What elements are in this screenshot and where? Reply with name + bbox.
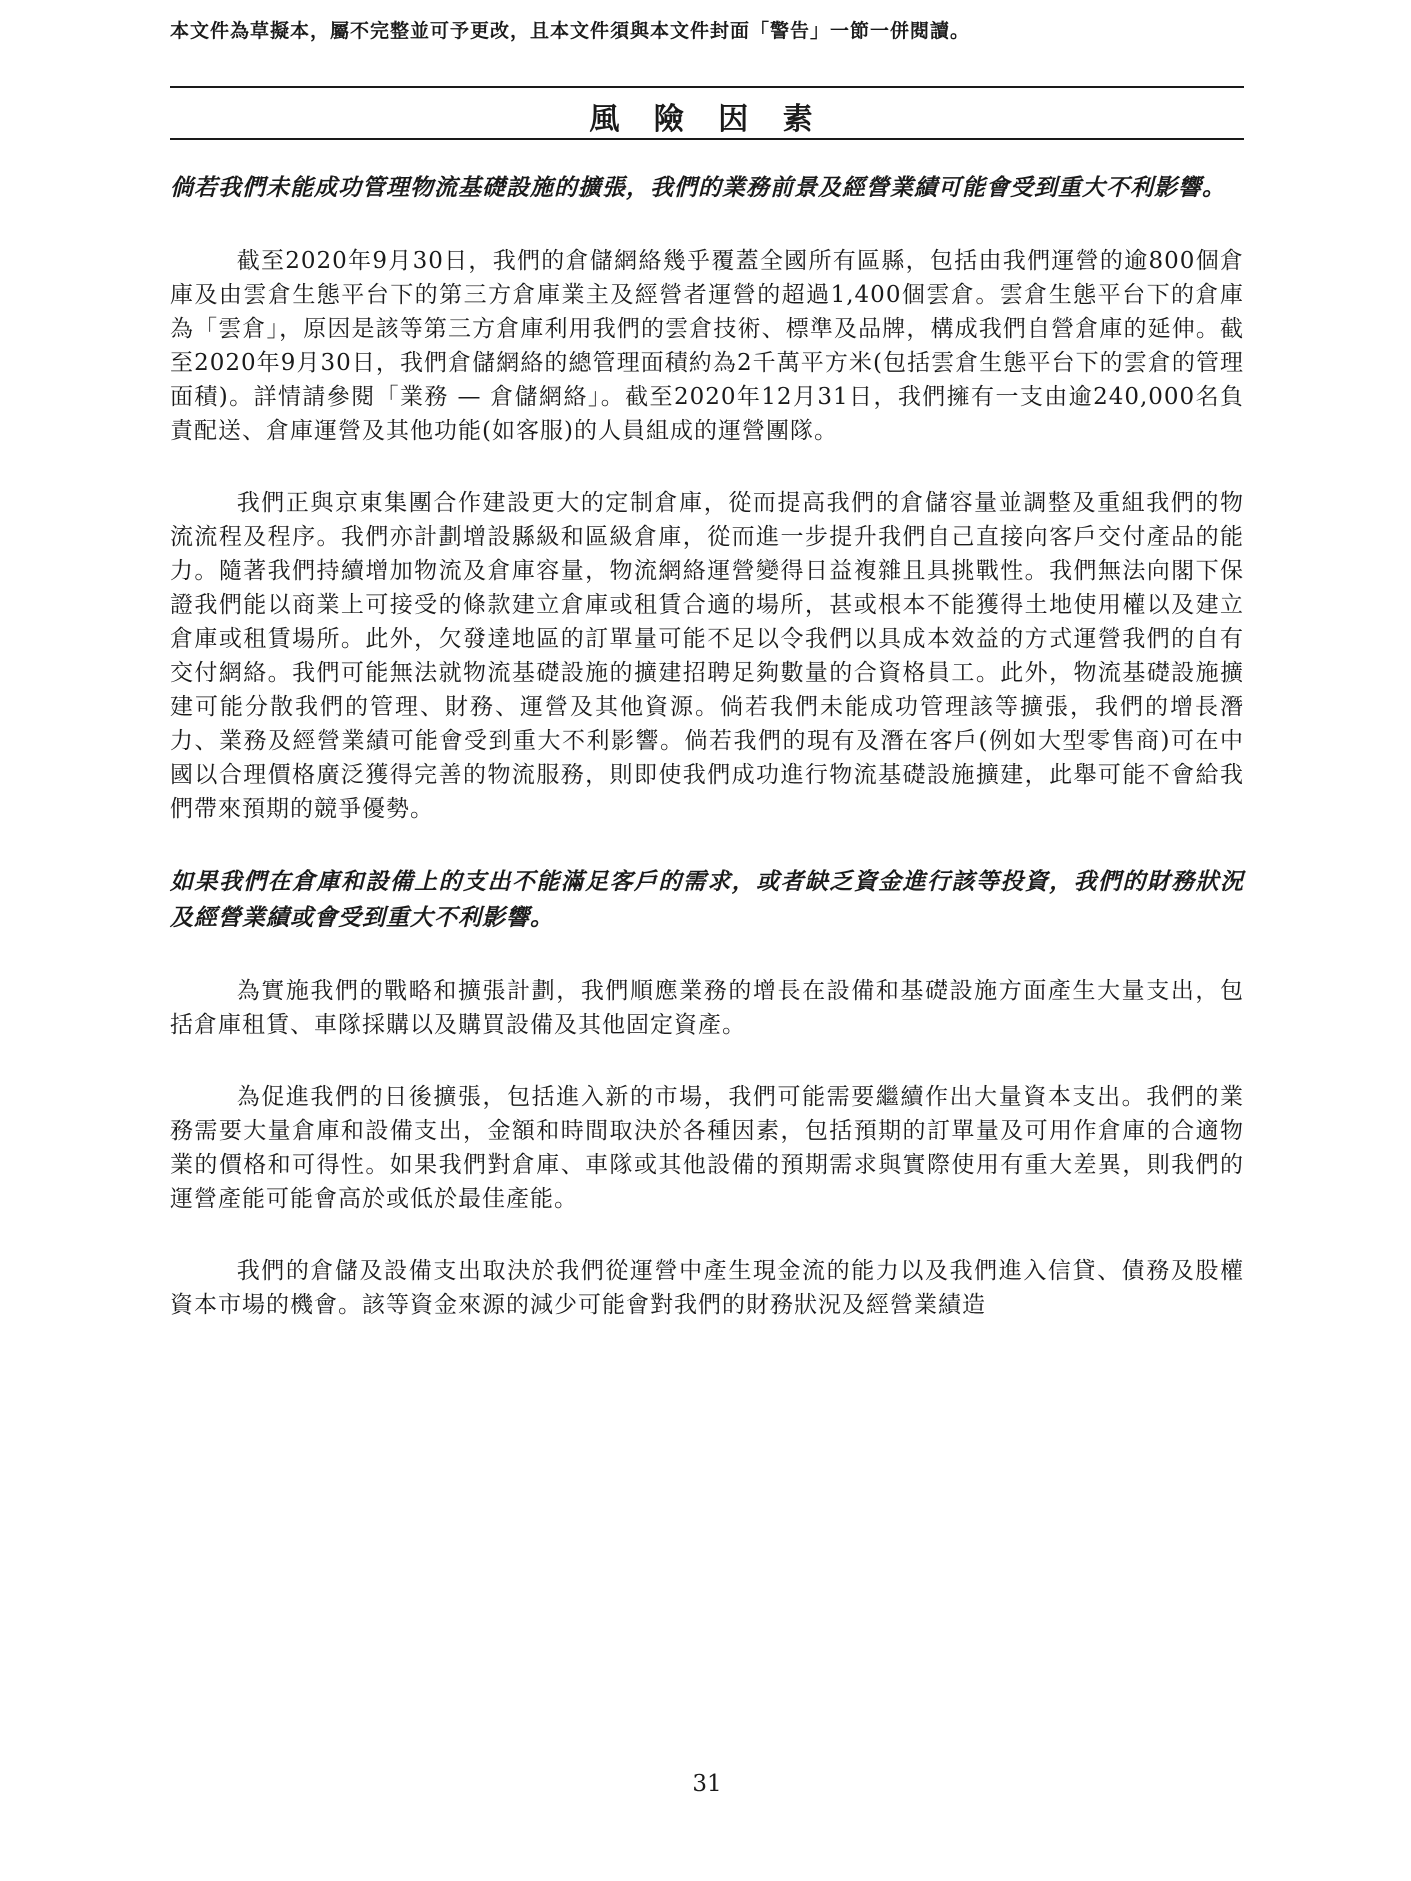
body-paragraph: 為促進我們的日後擴張，包括進入新的市場，我們可能需要繼續作出大量資本支出。我們的業務需要大量倉庫和設備支出，金額和時間取決於各種因素，包括預期的訂單量及可用作倉庫的合適物業的價格和可得性。如果我們對倉庫、車隊或其他設備的預期需求與實際使用有重大差異，則我們的運營產能可能會高於或低於最佳產能。 bbox=[170, 1084, 1244, 1212]
section-title: 風 險 因 素 bbox=[589, 102, 825, 137]
body-paragraph: 為實施我們的戰略和擴張計劃，我們順應業務的增長在設備和基礎設施方面產生大量支出，包括倉庫租賃、車隊採購以及購買設備及其他固定資產。 bbox=[170, 978, 1244, 1038]
header-rule-top bbox=[170, 86, 1244, 88]
draft-disclaimer: 本文件為草擬本，屬不完整並可予更改，且本文件須與本文件封面「警告」一節一併閱讀。 bbox=[170, 20, 971, 42]
document-body bbox=[170, 170, 1244, 1360]
body-paragraph: 我們正與京東集團合作建設更大的定制倉庫，從而提高我們的倉儲容量並調整及重組我們的物流流程及程序。我們亦計劃增設縣級和區級倉庫，從而進一步提升我們自己直接向客戶交付產品的能力。隨著我們持續增加物流及倉庫容量，物流網絡運營變得日益複雜且具挑戰性。我們無法向閣下保證我們能以商業上可接受的條款建立倉庫或租賃合適的場所，甚或根本不能獲得土地使用權以及建立倉庫或租賃場所。此外，欠發達地區的訂單量可能不足以令我們以具成本效益的方式運營我們的自有交付網絡。我們可能無法就物流基礎設施的擴建招聘足夠數量的合資格員工。此外，物流基礎設施擴建可能分散我們的管理、財務、運營及其他資源。倘若我們未能成功管理該等擴張，我們的增長潛力、業務及經營業績可能會受到重大不利影響。倘若我們的現有及潛在客戶(例如大型零售商)可在中國以合理價格廣泛獲得完善的物流服務，則即使我們成功進行物流基礎設施擴建，此舉可能不會給我們帶來預期的競爭優勢。 bbox=[170, 490, 1244, 822]
document-page bbox=[170, 0, 1244, 1881]
header-rule-bottom bbox=[170, 138, 1244, 140]
risk-heading: 倘若我們未能成功管理物流基礎設施的擴張，我們的業務前景及經營業績可能會受到重大不利影響。 bbox=[170, 174, 1226, 201]
page-number: 31 bbox=[692, 1771, 722, 1797]
body-paragraph: 我們的倉儲及設備支出取決於我們從運營中產生現金流的能力以及我們進入信貸、債務及股權資本市場的機會。該等資金來源的減少可能會對我們的財務狀況及經營業績造 bbox=[170, 1258, 1244, 1318]
risk-heading: 如果我們在倉庫和設備上的支出不能滿足客戶的需求，或者缺乏資金進行該等投資，我們的財務狀況及經營業績或會受到重大不利影響。 bbox=[170, 868, 1244, 931]
body-paragraph: 截至2020年9月30日，我們的倉儲網絡幾乎覆蓋全國所有區縣，包括由我們運營的逾800個倉庫及由雲倉生態平台下的第三方倉庫業主及經營者運營的超過1,400個雲倉。雲倉生態平台下的倉庫為「雲倉」，原因是該等第三方倉庫利用我們的雲倉技術、標準及品牌，構成我們自營倉庫的延伸。截至2020年9月30日，我們倉儲網絡的總管理面積約為2千萬平方米(包括雲倉生態平台下的雲倉的管理面積)。詳情請參閱「業務 — 倉儲網絡」。截至2020年12月31日，我們擁有一支由逾240,000名負責配送、倉庫運營及其他功能(如客服)的人員組成的運營團隊。 bbox=[170, 248, 1244, 444]
